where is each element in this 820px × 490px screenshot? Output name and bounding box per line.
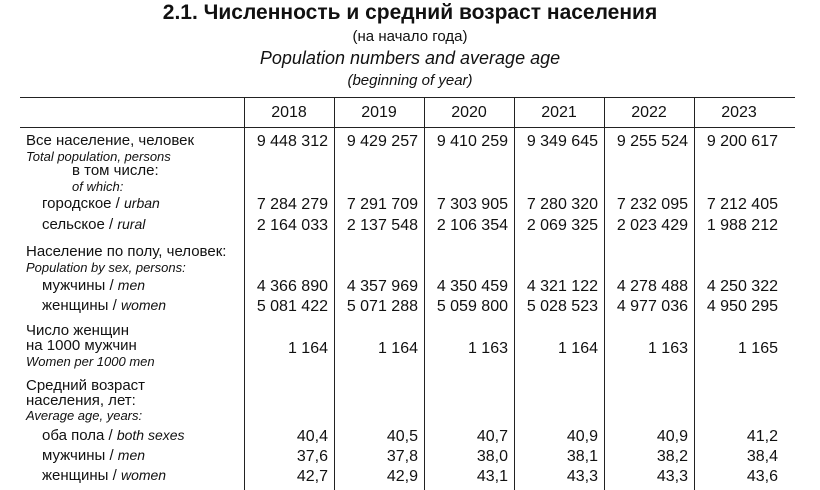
cell-age-women-2022: 43,3 (656, 468, 688, 485)
row-label-total-ru: Все население, человек (26, 132, 195, 149)
cell-total-2019: 9 429 257 (346, 133, 418, 150)
row-label-age-men: мужчины / men (42, 447, 146, 464)
year-header-2023: 2023 (721, 104, 757, 121)
cell-total-2021: 9 349 645 (526, 133, 598, 150)
row-label-age-both: оба пола / both sexes (42, 427, 185, 444)
cell-rural-2020: 2 106 354 (436, 217, 508, 234)
table-top-rule (20, 97, 795, 98)
row-label-total-en: Total population, persons (26, 149, 171, 164)
cell-ratio-2018: 1 164 (287, 340, 328, 357)
row-label-of-which-ru: в том числе: (72, 162, 159, 179)
cell-ratio-2023: 1 165 (737, 340, 778, 357)
table-subtitle-en: (beginning of year) (347, 72, 473, 89)
row-label-men: мужчины / men (42, 277, 146, 294)
row-label-women: женщины / women (42, 297, 167, 314)
year-header-2018: 2018 (271, 104, 307, 121)
row-label-by-sex-en: Population by sex, persons: (26, 260, 186, 275)
cell-urban-2020: 7 303 905 (436, 196, 508, 213)
cell-ratio-2019: 1 164 (377, 340, 418, 357)
cell-men-2023: 4 250 322 (706, 278, 778, 295)
row-label-age-en: Average age, years: (26, 408, 143, 423)
row-label-age-ru2: населения, лет: (26, 392, 136, 409)
cell-men-2020: 4 350 459 (436, 278, 508, 295)
cell-rural-2021: 2 069 325 (526, 217, 598, 234)
table-subtitle-ru: (на начало года) (352, 28, 468, 45)
cell-ratio-2021: 1 164 (557, 340, 598, 357)
cell-rural-2018: 2 164 033 (256, 217, 328, 234)
table-header-rule (20, 127, 795, 128)
cell-men-2022: 4 278 488 (616, 278, 688, 295)
cell-age-both-2023: 41,2 (746, 428, 778, 445)
row-label-of-which-en: of which: (72, 179, 124, 194)
cell-men-2018: 4 366 890 (256, 278, 328, 295)
cell-age-women-2023: 43,6 (746, 468, 778, 485)
table-title-en: Population numbers and average age (259, 48, 561, 68)
year-header-2019: 2019 (361, 104, 397, 121)
cell-urban-2022: 7 232 095 (616, 196, 688, 213)
year-header-2021: 2021 (541, 104, 577, 121)
cell-women-2023: 4 950 295 (706, 298, 778, 315)
row-label-urban: городское / urban (42, 195, 160, 212)
cell-women-2020: 5 059 800 (436, 298, 508, 315)
cell-men-2021: 4 321 122 (526, 278, 598, 295)
cell-women-2021: 5 028 523 (526, 298, 598, 315)
cell-age-both-2020: 40,7 (476, 428, 508, 445)
cell-rural-2022: 2 023 429 (616, 217, 688, 234)
cell-age-both-2018: 40,4 (296, 428, 328, 445)
row-label-by-sex-ru: Население по полу, человек: (26, 243, 227, 260)
cell-age-women-2018: 42,7 (296, 468, 328, 485)
cell-urban-2019: 7 291 709 (346, 196, 418, 213)
row-label-ratio-ru2: на 1000 мужчин (26, 337, 137, 354)
cell-rural-2019: 2 137 548 (346, 217, 418, 234)
cell-age-women-2020: 43,1 (476, 468, 508, 485)
cell-total-2020: 9 410 259 (436, 133, 508, 150)
cell-rural-2023: 1 988 212 (706, 217, 778, 234)
cell-ratio-2022: 1 163 (647, 340, 688, 357)
cell-age-both-2022: 40,9 (656, 428, 688, 445)
table-title-ru: 2.1. Численность и средний возраст населения (162, 1, 658, 24)
cell-age-women-2019: 42,9 (386, 468, 418, 485)
cell-urban-2023: 7 212 405 (706, 196, 778, 213)
year-header-2020: 2020 (451, 104, 487, 121)
cell-women-2022: 4 977 036 (616, 298, 688, 315)
cell-age-both-2019: 40,5 (386, 428, 418, 445)
cell-age-women-2021: 43,3 (566, 468, 598, 485)
cell-women-2018: 5 081 422 (256, 298, 328, 315)
row-label-ratio-ru1: Число женщин (26, 322, 129, 339)
cell-urban-2021: 7 280 320 (526, 196, 598, 213)
cell-age-both-2021: 40,9 (566, 428, 598, 445)
cell-total-2018: 9 448 312 (256, 133, 328, 150)
cell-total-2023: 9 200 617 (706, 133, 778, 150)
row-label-age-women: женщины / women (42, 467, 167, 484)
cell-age-men-2022: 38,2 (656, 448, 688, 465)
row-label-ratio-en: Women per 1000 men (26, 354, 155, 369)
cell-age-men-2018: 37,6 (296, 448, 328, 465)
cell-age-men-2021: 38,1 (566, 448, 598, 465)
cell-ratio-2020: 1 163 (467, 340, 508, 357)
cell-age-men-2023: 38,4 (746, 448, 778, 465)
cell-total-2022: 9 255 524 (616, 133, 688, 150)
cell-men-2019: 4 357 969 (346, 278, 418, 295)
row-label-rural: сельское / rural (42, 216, 146, 233)
cell-women-2019: 5 071 288 (346, 298, 418, 315)
cell-age-men-2019: 37,8 (386, 448, 418, 465)
cell-age-men-2020: 38,0 (476, 448, 508, 465)
year-header-2022: 2022 (631, 104, 667, 121)
cell-urban-2018: 7 284 279 (256, 196, 328, 213)
row-label-age-ru1: Средний возраст (26, 377, 146, 394)
